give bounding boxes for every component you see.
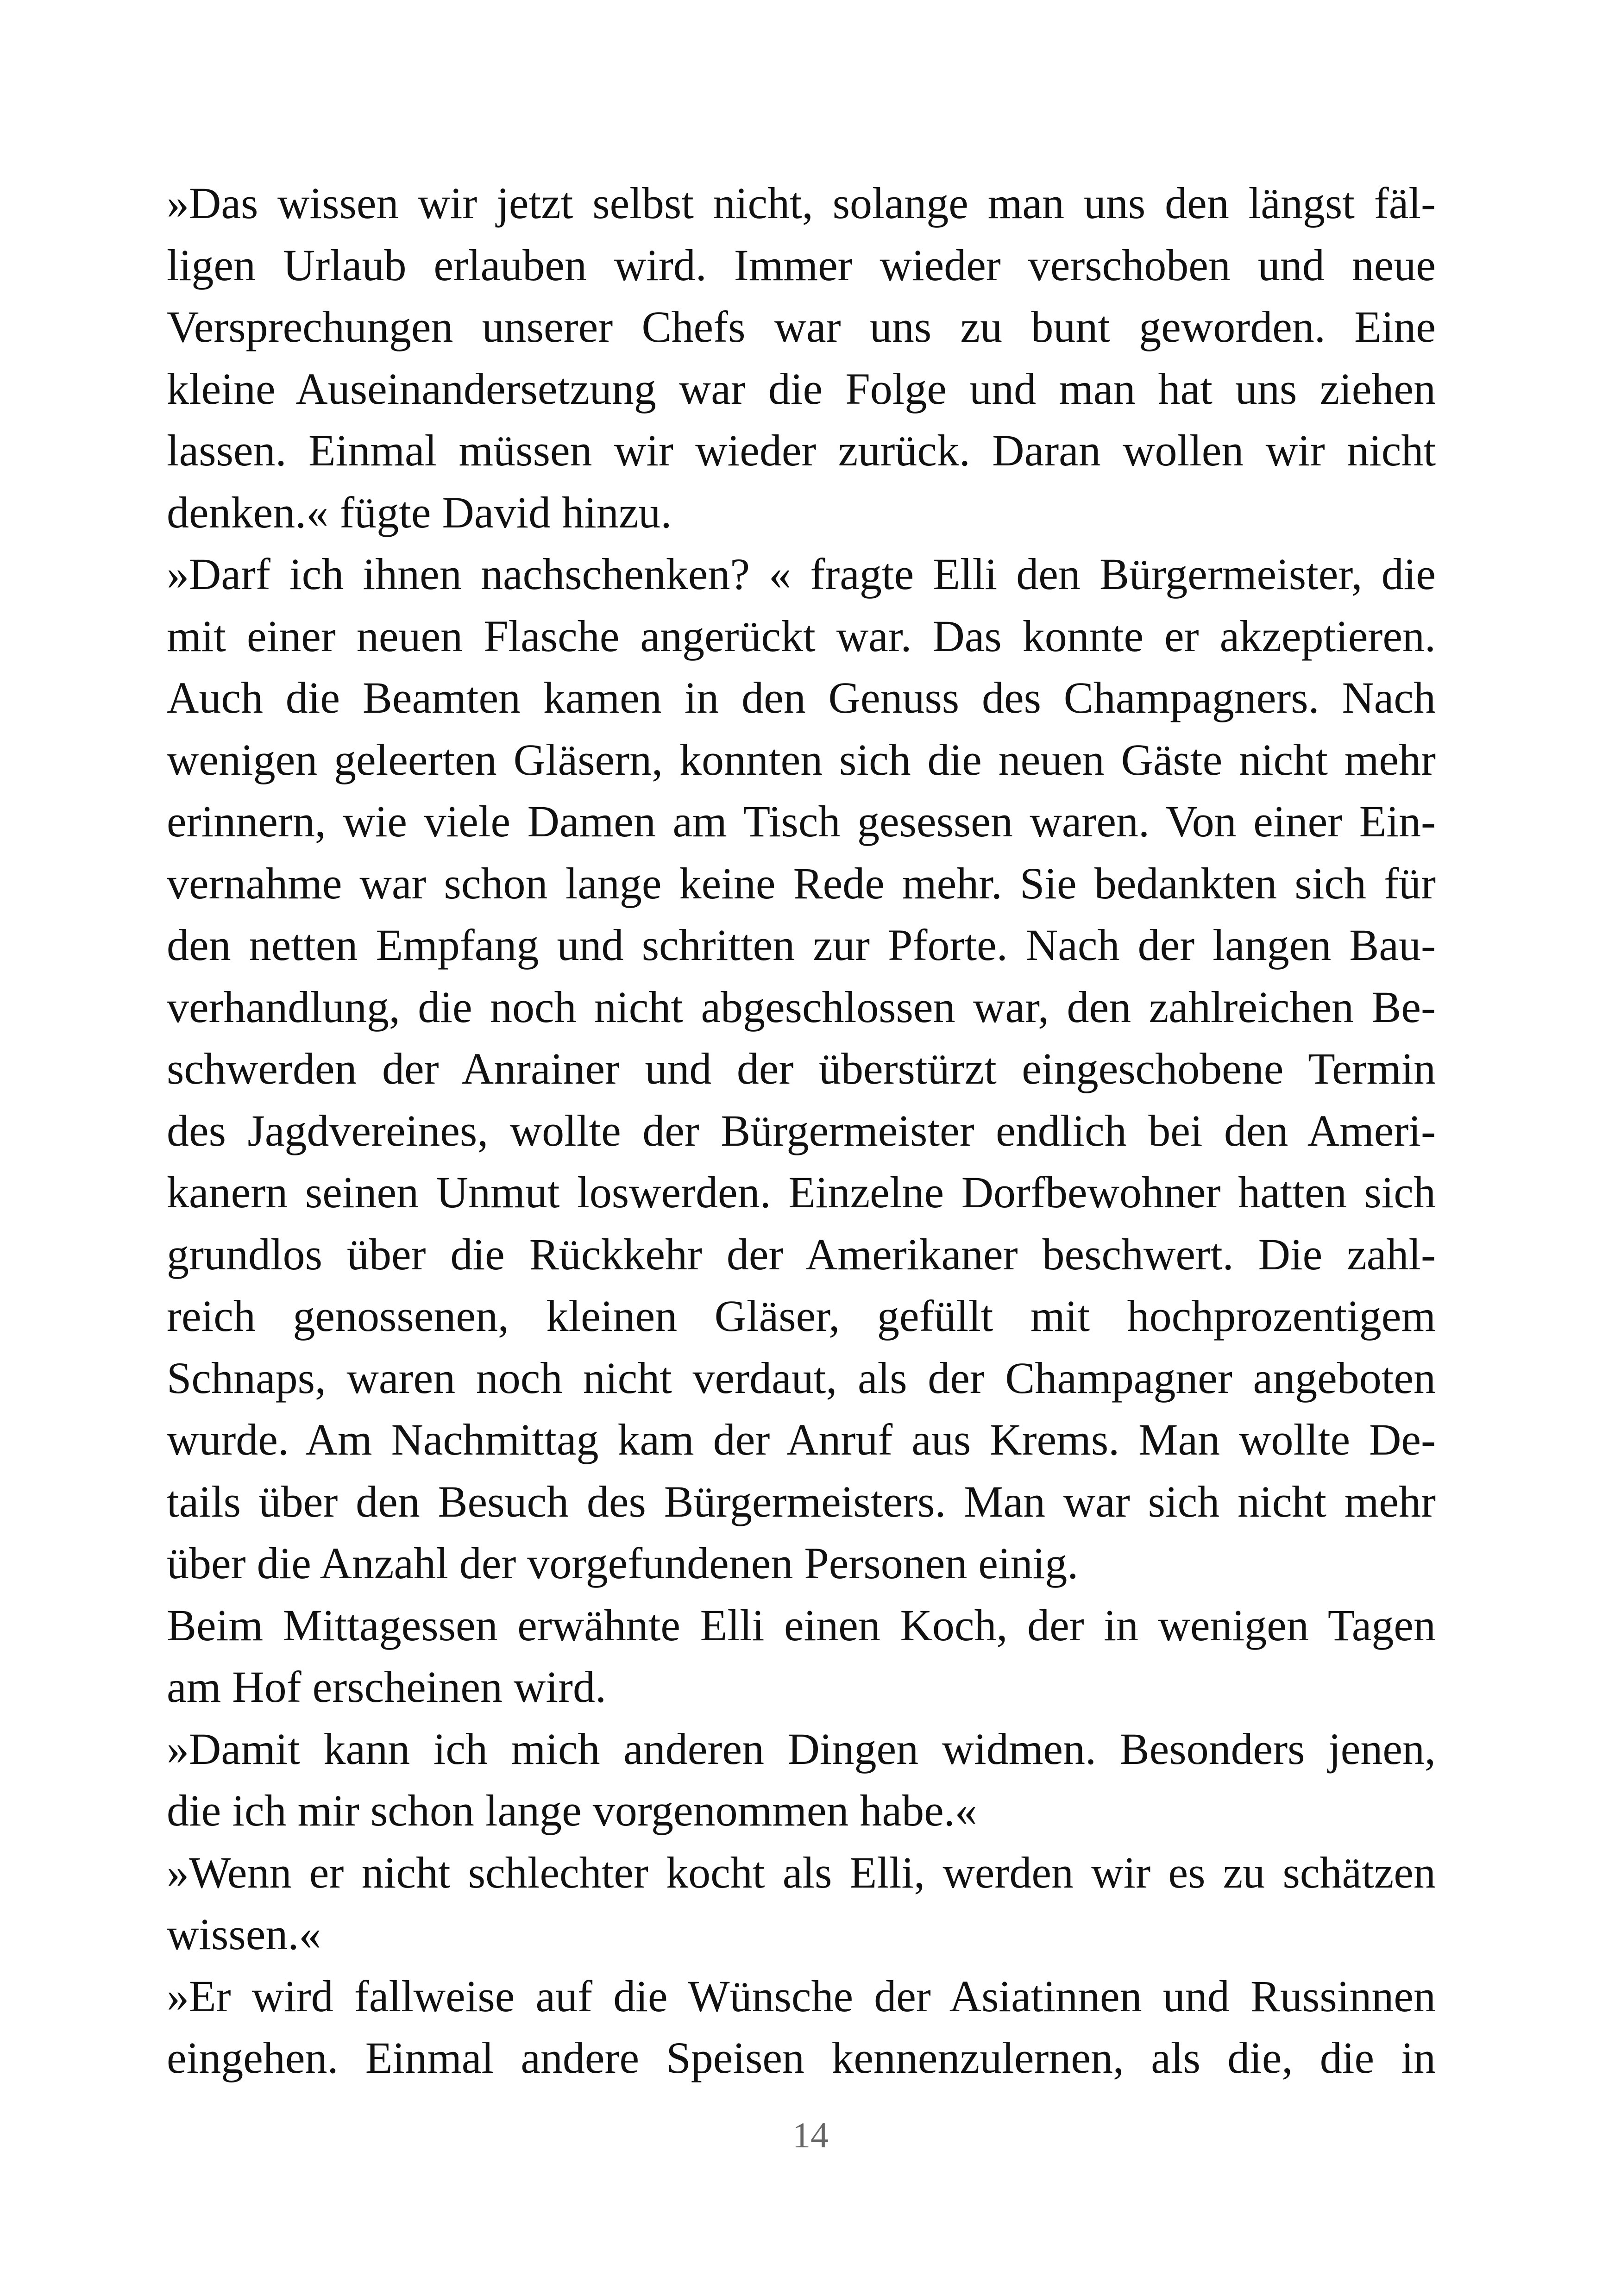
text-line: lassen. Einmal müssen wir wieder zurück. Daran wollen wir nicht — [167, 426, 1436, 475]
text-line: wenigen geleerten Gläsern, konnten sich die neuen Gäste nicht mehr — [167, 734, 1436, 784]
text-line: grundlos über die Rückkehr der Amerikaner beschwert. Die zahl- — [167, 1229, 1436, 1279]
text-line: den netten Empfang und schritten zur Pforte. Nach der langen Bau- — [167, 920, 1436, 970]
text-line: Beim Mittagessen erwähnte Elli einen Koch, der in wenigen Tagen — [167, 1600, 1436, 1650]
text-line: erinnern, wie viele Damen am Tisch gesessen waren. Von einer Ein- — [167, 797, 1436, 846]
text-line: Schnaps, waren noch nicht verdaut, als der Champagner angeboten — [167, 1353, 1436, 1403]
text-line: »Damit kann ich mich anderen Dingen widmen. Besonders jenen, — [167, 1724, 1436, 1774]
text-line: ligen Urlaub erlauben wird. Immer wieder verschoben und neue — [167, 240, 1436, 290]
text-line: wissen.« — [167, 1909, 321, 1959]
body-text — [167, 172, 1436, 2089]
text-line: eingehen. Einmal andere Speisen kennenzulernen, als die, die in — [167, 2033, 1436, 2083]
text-line: »Er wird fallweise auf die Wünsche der Asiatinnen und Russinnen — [167, 1971, 1436, 2021]
text-line: vernahme war schon lange keine Rede mehr. Sie bedankten sich für — [167, 858, 1436, 908]
text-line: Versprechungen unserer Chefs war uns zu bunt geworden. Eine — [167, 302, 1436, 351]
text-line: wurde. Am Nachmittag kam der Anruf aus Krems. Man wollte De- — [167, 1415, 1436, 1464]
text-line: tails über den Besuch des Bürgermeisters. Man war sich nicht mehr — [167, 1476, 1436, 1526]
text-line: denken.« fügte David hinzu. — [167, 487, 672, 537]
text-line: Auch die Beamten kamen in den Genuss des Champagners. Nach — [167, 673, 1436, 722]
text-line: am Hof erscheinen wird. — [167, 1662, 606, 1712]
text-line: reich genossenen, kleinen Gläser, gefüllt mit hochprozentigem — [167, 1291, 1436, 1341]
text-line: »Darf ich ihnen nachschenken? « fragte Elli den Bürgermeister, die — [167, 549, 1436, 599]
text-line: verhandlung, die noch nicht abgeschlossen war, den zahlreichen Be- — [167, 982, 1436, 1032]
text-line: die ich mir schon lange vorgenommen habe.« — [167, 1786, 977, 1835]
text-line: »Das wissen wir jetzt selbst nicht, solange man uns den längst fäl- — [167, 178, 1436, 228]
text-line: kanern seinen Unmut loswerden. Einzelne Dorfbewohner hatten sich — [167, 1167, 1436, 1217]
page-number: 14 — [792, 2115, 829, 2155]
text-line: des Jagdvereines, wollte der Bürgermeister endlich bei den Ameri- — [167, 1105, 1436, 1155]
text-line: »Wenn er nicht schlechter kocht als Elli, werden wir es zu schätzen — [167, 1847, 1436, 1897]
text-line: kleine Auseinandersetzung war die Folge und man hat uns ziehen — [167, 364, 1436, 414]
text-line: über die Anzahl der vorgefundenen Personen einig. — [167, 1538, 1079, 1588]
text-line: schwerden der Anrainer und der überstürzt eingeschobene Termin — [167, 1044, 1436, 1093]
text-line: mit einer neuen Flasche angerückt war. Das konnte er akzeptieren. — [167, 611, 1436, 661]
